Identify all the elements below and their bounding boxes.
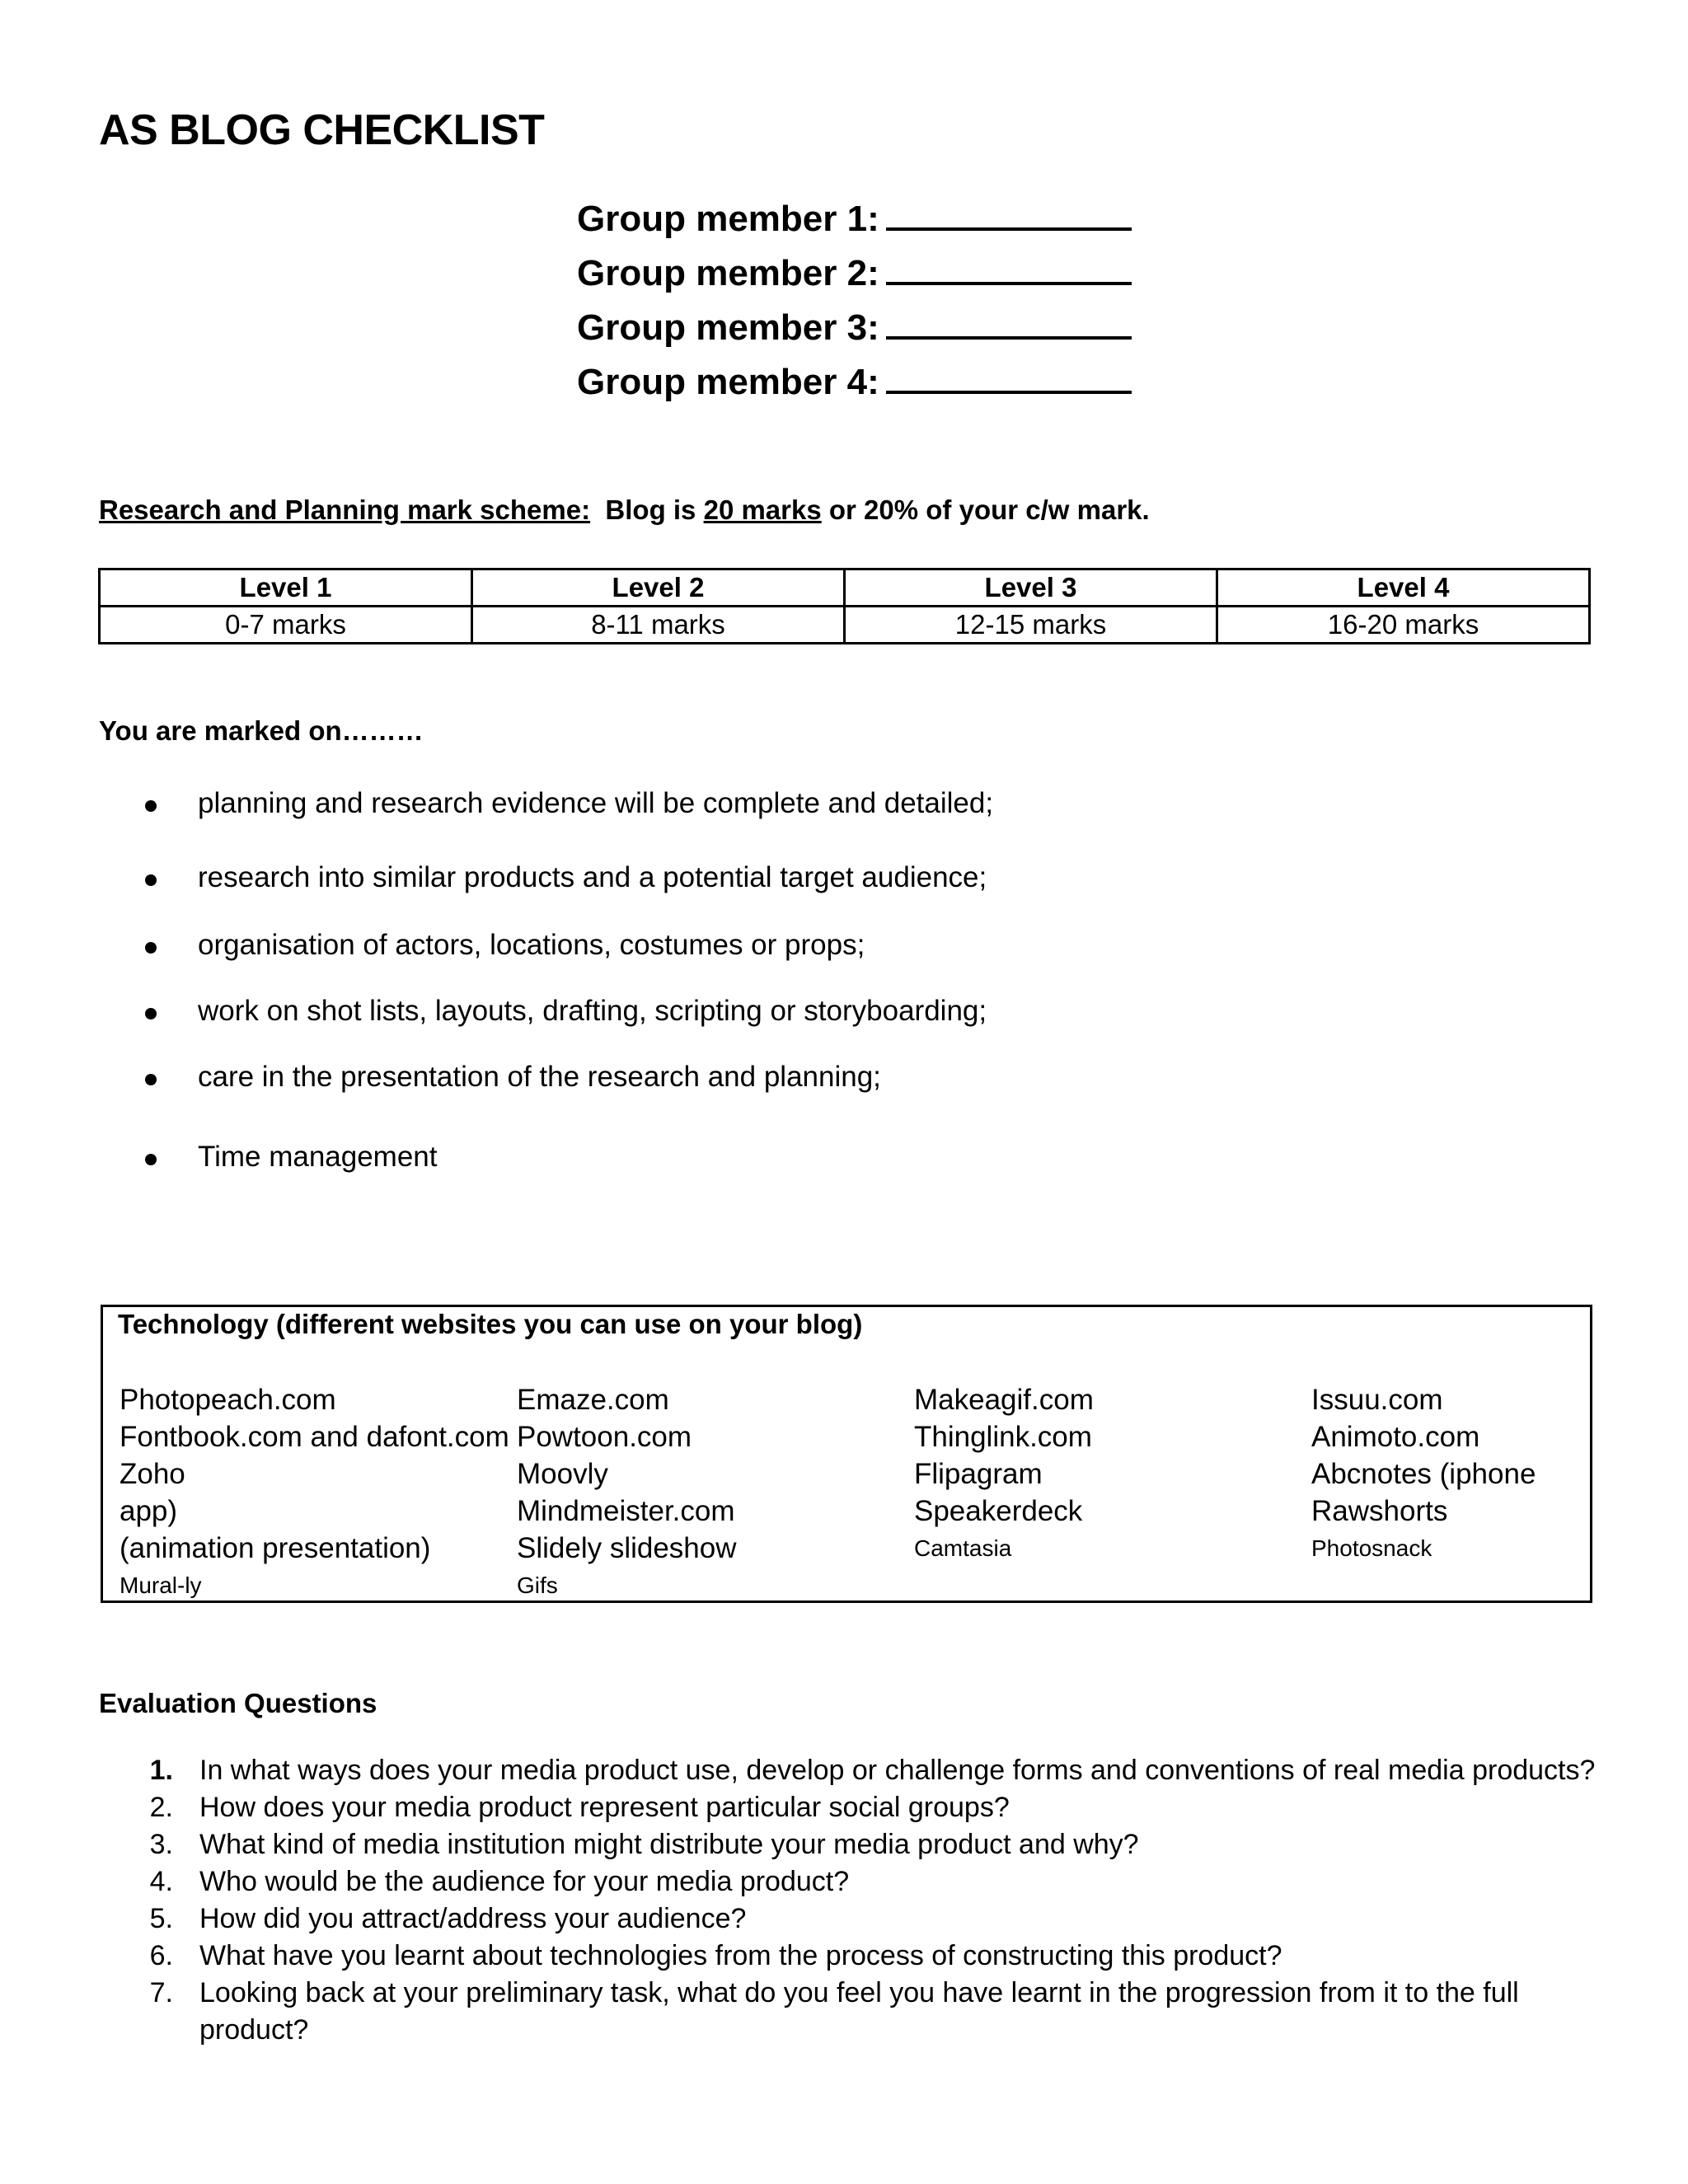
- question-number: 1.: [149, 1755, 173, 1786]
- bullet-icon: [145, 1154, 157, 1165]
- bullet-icon: [145, 874, 157, 886]
- question-text: Who would be the audience for your media product?: [199, 1866, 850, 1897]
- group-members-block: [577, 191, 1154, 409]
- level-marks: 12-15 marks: [845, 607, 1217, 644]
- bullet-icon: [145, 800, 157, 812]
- tech-site: Powtoon.com: [517, 1421, 692, 1453]
- question-text: How did you attract/address your audience?: [199, 1903, 747, 1934]
- group-member-1-row: [577, 191, 1154, 246]
- tech-site: (animation presentation): [120, 1532, 431, 1564]
- tech-site: Rawshorts: [1311, 1495, 1448, 1527]
- levels-table: [98, 568, 1591, 644]
- mark-scheme-line: [99, 494, 1150, 526]
- group-member-2-row: [577, 246, 1154, 300]
- group-member-label: Group member 3:: [577, 307, 879, 348]
- marked-on-heading: You are marked on………: [99, 715, 424, 746]
- group-member-1-blank[interactable]: [886, 191, 1132, 231]
- level-marks: 16-20 marks: [1217, 607, 1590, 644]
- tech-site: Mural-ly: [120, 1572, 202, 1598]
- mark-scheme-text-before: Blog is: [605, 494, 696, 525]
- level-header: Level 4: [1217, 569, 1590, 607]
- group-member-label: Group member 4:: [577, 362, 879, 402]
- question-number: 4.: [149, 1866, 173, 1897]
- tech-site: Photopeach.com: [120, 1384, 336, 1416]
- group-member-4-blank[interactable]: [886, 354, 1132, 394]
- tech-site: Zoho: [120, 1458, 185, 1490]
- tech-site: Thinglink.com: [914, 1421, 1092, 1453]
- tech-site: Animoto.com: [1311, 1421, 1480, 1453]
- levels-marks-row: [100, 607, 1590, 644]
- question-text: product?: [199, 2014, 309, 2046]
- question-number: 7.: [149, 1977, 173, 2008]
- question-number: 2.: [149, 1792, 173, 1823]
- group-member-2-blank[interactable]: [886, 246, 1132, 285]
- tech-site: Gifs: [517, 1572, 558, 1598]
- level-header: Level 2: [472, 569, 845, 607]
- group-member-4-row: [577, 354, 1154, 409]
- level-header: Level 1: [100, 569, 472, 607]
- tech-site: Emaze.com: [517, 1384, 669, 1416]
- technology-box: [101, 1305, 1592, 1603]
- technology-column-2: [517, 1381, 737, 1604]
- tech-site: Mindmeister.com: [517, 1495, 735, 1527]
- group-member-3-blank[interactable]: [886, 300, 1132, 340]
- question-text: What have you learnt about technologies from the process of constructing this product?: [199, 1940, 1282, 1971]
- tech-site: Photosnack: [1311, 1535, 1432, 1561]
- group-member-label: Group member 1:: [577, 199, 879, 239]
- tech-site: Flipagram: [914, 1458, 1043, 1490]
- question-text: What kind of media institution might distribute your media product and why?: [199, 1829, 1139, 1860]
- tech-site: Abcnotes (iphone: [1311, 1458, 1536, 1490]
- technology-column-3: [914, 1381, 1094, 1567]
- technology-column-4: [1311, 1381, 1536, 1567]
- levels-header-row: [100, 569, 1590, 607]
- question-text: Looking back at your preliminary task, what do you feel you have learnt in the progression from it to the full: [199, 1977, 1519, 2008]
- question-text: How does your media product represent particular social groups?: [199, 1792, 1010, 1823]
- criteria-text: planning and research evidence will be complete and detailed;: [198, 787, 994, 819]
- tech-site: app): [120, 1495, 178, 1527]
- question-number: 5.: [149, 1903, 173, 1934]
- tech-site: Camtasia: [914, 1535, 1012, 1561]
- tech-site: Moovly: [517, 1458, 608, 1490]
- mark-scheme-marks: 20 marks: [703, 494, 822, 525]
- group-member-label: Group member 2:: [577, 253, 879, 293]
- bullet-icon: [145, 1074, 157, 1085]
- tech-site: Slidely slideshow: [517, 1532, 737, 1564]
- page-title: AS BLOG CHECKLIST: [99, 106, 545, 154]
- criteria-text: organisation of actors, locations, costumes or props;: [198, 929, 865, 961]
- question-text: In what ways does your media product use, develop or challenge forms and conventions of real media products?: [199, 1755, 1596, 1786]
- tech-site: Fontbook.com and dafont.com: [120, 1421, 509, 1453]
- technology-column-1: [120, 1381, 509, 1604]
- level-marks: 0-7 marks: [100, 607, 472, 644]
- question-number: 3.: [149, 1829, 173, 1860]
- tech-site: Speakerdeck: [914, 1495, 1083, 1527]
- tech-site: Makeagif.com: [914, 1384, 1094, 1416]
- tech-site: Issuu.com: [1311, 1384, 1443, 1416]
- level-header: Level 3: [845, 569, 1217, 607]
- criteria-text: research into similar products and a potential target audience;: [198, 861, 987, 893]
- bullet-icon: [145, 942, 157, 954]
- criteria-text: care in the presentation of the research and planning;: [198, 1061, 881, 1093]
- criteria-text: Time management: [198, 1141, 438, 1173]
- mark-scheme-heading: Research and Planning mark scheme:: [99, 494, 591, 525]
- bullet-icon: [145, 1008, 157, 1019]
- criteria-text: work on shot lists, layouts, drafting, scripting or storyboarding;: [198, 995, 987, 1027]
- mark-scheme-text-after: or 20% of your c/w mark.: [828, 494, 1150, 525]
- level-marks: 8-11 marks: [472, 607, 845, 644]
- question-number: 6.: [149, 1940, 173, 1971]
- evaluation-heading: Evaluation Questions: [99, 1688, 377, 1718]
- group-member-3-row: [577, 300, 1154, 354]
- technology-heading: Technology (different websites you can use on your blog): [118, 1309, 863, 1339]
